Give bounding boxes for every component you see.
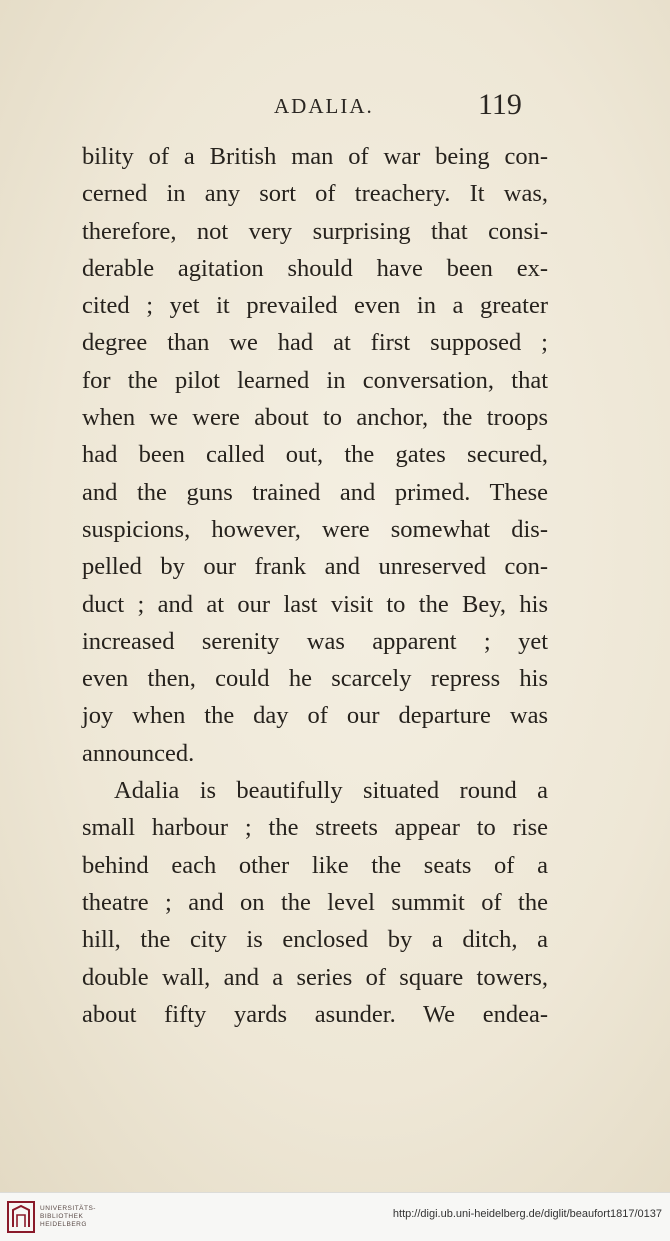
- page-header: [0, 88, 670, 124]
- text-line: increased serenity was apparent ; yet: [82, 627, 548, 655]
- text-line: suspicions, however, were somewhat dis-: [82, 515, 548, 543]
- source-url-link[interactable]: http://digi.ub.uni-heidelberg.de/diglit/beaufort1817/0137: [392, 1208, 662, 1220]
- text-line: small harbour ; the streets appear to rise: [82, 814, 548, 842]
- library-name-line: UNIVERSITÄTS-: [40, 1205, 96, 1212]
- text-line: double wall, and a series of square towers,: [82, 963, 548, 991]
- text-line: cited ; yet it prevailed even in a greater: [82, 292, 548, 320]
- viewer-footer: [0, 1192, 670, 1241]
- text-line: duct ; and at our last visit to the Bey, his: [82, 590, 548, 618]
- page-number: 119: [478, 88, 522, 121]
- body-text: [82, 138, 548, 1033]
- library-crest-icon: [6, 1200, 36, 1234]
- text-line: and the guns trained and primed. These: [82, 478, 548, 506]
- text-line: announced.: [82, 739, 195, 767]
- text-line: theatre ; and on the level summit of the: [82, 888, 548, 916]
- text-line: behind each other like the seats of a: [82, 851, 548, 879]
- text-line: for the pilot learned in conversation, that: [82, 366, 548, 394]
- text-line: degree than we had at first supposed ;: [82, 329, 548, 357]
- library-name-line: BIBLIOTHEK: [40, 1213, 84, 1220]
- text-line: hill, the city is enclosed by a ditch, a: [82, 926, 548, 954]
- library-name-line: HEIDELBERG: [40, 1221, 87, 1228]
- text-line: when we were about to anchor, the troops: [82, 404, 548, 432]
- text-line: about fifty yards asunder. We endea-: [82, 1000, 548, 1028]
- text-line: bility of a British man of war being con-: [82, 143, 548, 170]
- text-line: derable agitation should have been ex-: [82, 254, 548, 282]
- text-line: even then, could he scarcely repress his: [82, 665, 548, 693]
- text-line: cerned in any sort of treachery. It was,: [82, 180, 548, 208]
- library-name: [40, 1205, 96, 1229]
- running-head: ADALIA.: [274, 94, 374, 118]
- text-line: pelled by our frank and unreserved con-: [82, 553, 548, 581]
- text-line: had been called out, the gates secured,: [82, 441, 548, 469]
- text-line: therefore, not very surprising that consi-: [82, 217, 548, 245]
- text-line: joy when the day of our departure was: [82, 702, 548, 730]
- text-line: Adalia is beautifully situated round a: [114, 777, 548, 805]
